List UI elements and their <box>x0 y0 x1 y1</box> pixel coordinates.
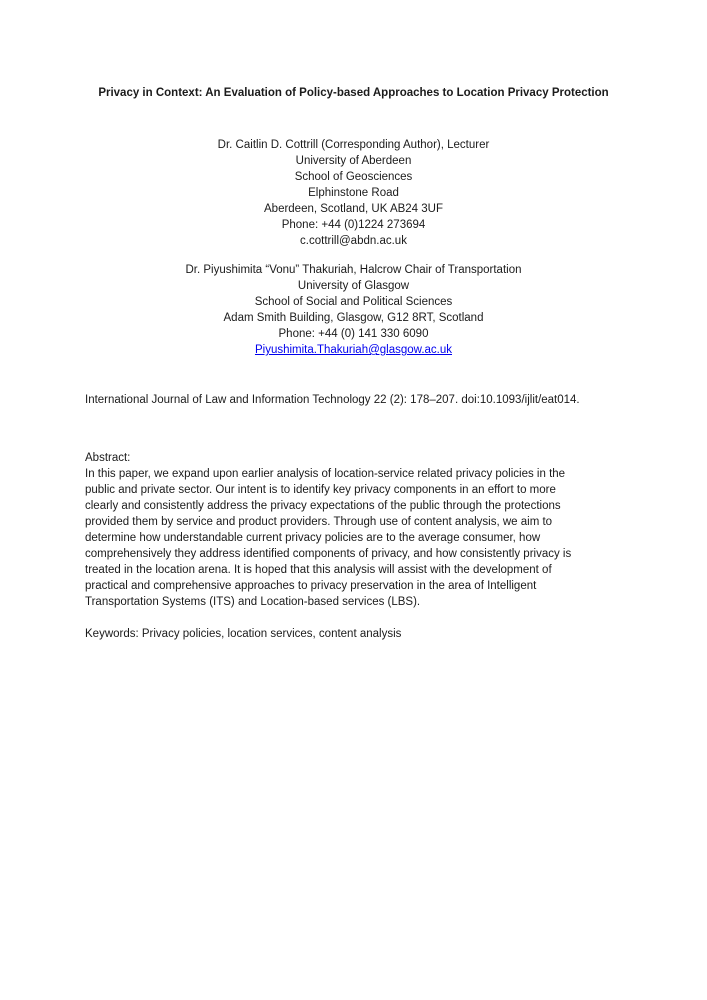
author-name-line: Dr. Piyushimita “Vonu” Thakuriah, Halcrow Chair of Transportation <box>185 264 522 276</box>
abstract-line: treated in the location arena. It is hoped that this analysis will assist with the development of <box>85 564 552 576</box>
abstract-line: comprehensively they address identified components of privacy, and how consistently privacy is <box>85 548 572 560</box>
abstract-heading: Abstract: <box>85 452 131 464</box>
phone-line: Phone: +44 (0) 141 330 6090 <box>278 328 429 340</box>
affiliation-school-line: School of Geosciences <box>294 171 413 183</box>
author-block-1 <box>0 137 707 249</box>
abstract-line: practical and comprehensive approaches to privacy preservation in the area of Intelligent <box>85 580 537 592</box>
citation-line: International Journal of Law and Information Technology 22 (2): 178–207. doi:10.1093/ijlit/eat014. <box>85 394 580 406</box>
abstract-line: In this paper, we expand upon earlier analysis of location-service related privacy policies in the <box>85 468 566 480</box>
keywords-line: Keywords: Privacy policies, location services, content analysis <box>85 628 402 640</box>
keywords-block <box>85 626 630 642</box>
author-block-2 <box>0 262 707 358</box>
paper-title: Privacy in Context: An Evaluation of Policy-based Approaches to Location Privacy Protection <box>98 87 609 99</box>
abstract-line: determine how understandable current privacy policies are to the average consumer, how <box>85 532 541 544</box>
abstract-line: Transportation Systems (ITS) and Location-based services (LBS). <box>85 596 421 608</box>
affiliation-school-line: School of Social and Political Sciences <box>254 296 453 308</box>
address-city-line: Aberdeen, Scotland, UK AB24 3UF <box>264 203 443 215</box>
affiliation-university-line: University of Aberdeen <box>295 155 412 167</box>
abstract-line: provided them by service and product providers. Through use of content analysis, we aim to <box>85 516 553 528</box>
abstract-line: public and private sector. Our intent is to identify key privacy components in an effort to more <box>85 484 556 496</box>
abstract-block <box>85 450 630 610</box>
email-link[interactable]: Piyushimita.Thakuriah@glasgow.ac.uk <box>254 344 453 356</box>
phone-line: Phone: +44 (0)1224 273694 <box>281 219 426 231</box>
address-street-line: Elphinstone Road <box>308 187 399 199</box>
email-text: c.cottrill@abdn.ac.uk <box>300 235 407 247</box>
author-name-line: Dr. Caitlin D. Cottrill (Corresponding Author), Lecturer <box>217 139 490 151</box>
citation-block <box>85 392 630 408</box>
abstract-line: clearly and consistently address the privacy expectations of the public through the protections <box>85 500 561 512</box>
address-line: Adam Smith Building, Glasgow, G12 8RT, Scotland <box>223 312 484 324</box>
affiliation-university-line: University of Glasgow <box>297 280 410 292</box>
